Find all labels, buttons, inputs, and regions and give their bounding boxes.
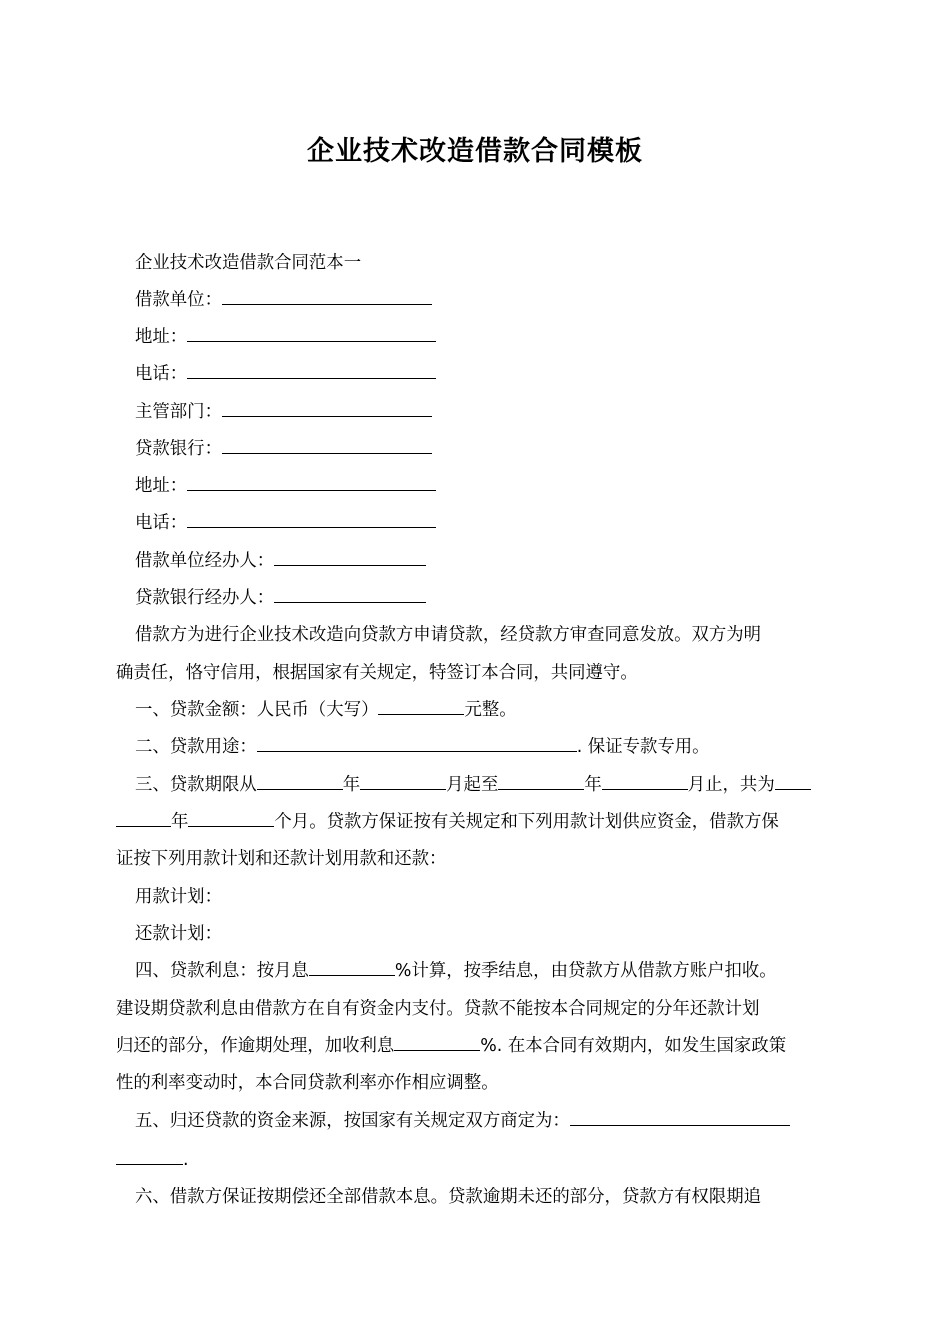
clause-3-year-2: 年 (584, 775, 602, 795)
blank-total-months (188, 809, 274, 827)
repay-plan: 还款计划： (135, 924, 222, 944)
clause-4-line-2: 建设期贷款利息由借款方在自有资金内支付。贷款不能按本合同规定的分年还款计划 (116, 999, 760, 1019)
clause-3-line-2 (116, 809, 836, 835)
blank-address-2 (187, 473, 436, 491)
blank-total-years-start (775, 772, 811, 790)
use-plan: 用款计划： (135, 887, 222, 907)
blank-repay-source (570, 1108, 790, 1126)
clause-4-line-4: 性的利率变动时，本合同贷款利率亦作相应调整。 (116, 1073, 499, 1093)
clause-3-line-1 (116, 772, 855, 798)
field-phone-1-label: 电话： (135, 364, 188, 384)
field-supervisor-label: 主管部门： (135, 402, 222, 422)
clause-4-line-3-text: 归还的部分，作逾期处理，加收利息 (116, 1036, 395, 1056)
blank-bank-agent (274, 585, 426, 603)
clause-1-text: 一、贷款金额：人民币（大写） (135, 700, 379, 720)
blank-loan-purpose (257, 734, 577, 752)
field-borrower-agent-label: 借款单位经办人： (135, 551, 275, 571)
field-borrower-agent (116, 548, 855, 574)
clause-6-line-1: 六、借款方保证按期偿还全部借款本息。贷款逾期未还的部分，贷款方有权限期追 (135, 1187, 762, 1207)
clause-5-line-2 (116, 1147, 836, 1173)
clause-3-month-to: 月止，共为 (687, 775, 775, 795)
blank-penalty-rate (394, 1033, 480, 1051)
field-address-2 (116, 473, 855, 499)
blank-borrower (222, 287, 432, 305)
blank-phone-1 (187, 361, 436, 379)
blank-loan-amount (378, 697, 464, 715)
blank-phone-2 (187, 510, 436, 528)
clause-3-text: 三、贷款期限从 (135, 775, 257, 795)
document-title: 企业技术改造借款合同模板 (307, 136, 643, 167)
field-phone-2-label: 电话： (135, 513, 188, 533)
field-bank (116, 436, 855, 462)
clause-5-end: . (183, 1150, 189, 1170)
clause-2-suffix: . 保证专款专用。 (576, 737, 710, 757)
field-phone-1 (116, 361, 855, 387)
blank-supervisor (222, 399, 432, 417)
clause-5-line-1 (116, 1108, 855, 1134)
blank-address-1 (187, 324, 436, 342)
clause-4-line-1 (116, 958, 855, 984)
contract-subtitle: 企业技术改造借款合同范本一 (135, 253, 362, 273)
blank-monthly-rate (309, 958, 395, 976)
clause-3-year-unit: 年 (171, 812, 189, 832)
field-bank-agent (116, 585, 855, 611)
intro-line-2: 确责任，恪守信用，根据国家有关规定，特签订本合同，共同遵守。 (116, 663, 638, 683)
field-address-2-label: 地址： (135, 476, 188, 496)
clause-3-line-3: 证按下列用款计划和还款计划用款和还款： (116, 849, 447, 869)
field-borrower-label: 借款单位： (135, 290, 222, 310)
clause-4-rest: %计算，按季结息，由贷款方从借款方账户扣收。 (394, 961, 777, 981)
field-bank-agent-label: 贷款银行经办人： (135, 588, 275, 608)
clause-3-months-text: 个月。贷款方保证按有关规定和下列用款计划供应资金，借款方保 (274, 812, 779, 832)
clause-3-year-1: 年 (342, 775, 361, 795)
clause-2-text: 二、贷款用途： (135, 737, 257, 757)
field-supervisor (116, 399, 855, 425)
field-address-1-label: 地址： (135, 327, 188, 347)
intro-line-1: 借款方为进行企业技术改造向贷款方申请贷款，经贷款方审查同意发放。双方为明 (135, 625, 762, 645)
field-address-1 (116, 324, 855, 350)
blank-bank (222, 436, 432, 454)
clause-1-suffix: 元整。 (464, 700, 517, 720)
clause-1 (116, 697, 855, 723)
clause-3-month-from: 月起至 (446, 775, 499, 795)
clause-4-line-3-rest: %. 在本合同有效期内，如发生国家政策 (480, 1036, 787, 1056)
clause-5-text: 五、归还贷款的资金来源，按国家有关规定双方商定为： (135, 1111, 570, 1131)
blank-end-year (498, 772, 584, 790)
field-bank-label: 贷款银行： (135, 439, 222, 459)
blank-end-month (602, 772, 688, 790)
blank-start-year (257, 772, 343, 790)
field-borrower (116, 287, 855, 313)
clause-4-line-3 (116, 1033, 836, 1059)
blank-total-years (116, 809, 171, 827)
clause-4-text: 四、贷款利息：按月息 (135, 961, 309, 981)
blank-start-month (360, 772, 446, 790)
blank-borrower-agent (274, 548, 426, 566)
clause-2 (116, 734, 855, 760)
field-phone-2 (116, 510, 855, 536)
blank-repay-source-cont (116, 1147, 183, 1165)
